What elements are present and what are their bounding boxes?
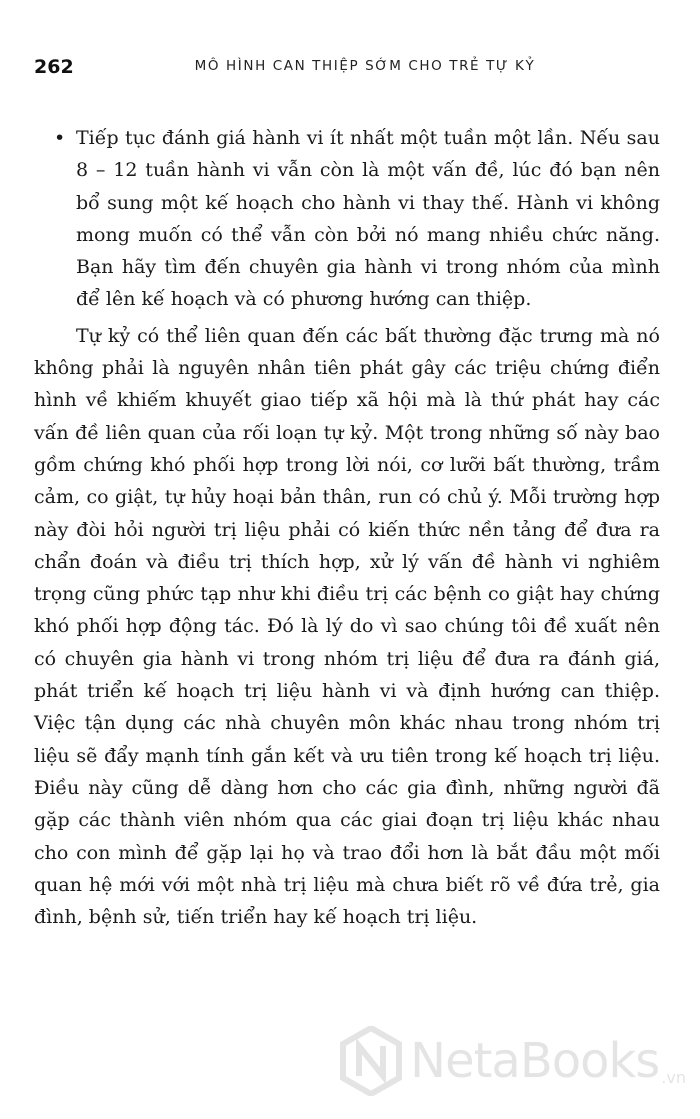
watermark	[340, 1021, 686, 1101]
body-text	[34, 122, 660, 933]
paragraph: Tự kỷ có thể liên quan đến các bất thường đặc trưng mà nó không phải là nguyên nhân tiên phát gây các triệu chứng điển hình về khiếm khuyết giao tiếp xã hội mà là thứ phát hay các vấn đề liên quan của rối loạn tự kỷ. Một trong những số này bao gồm chứng khó phối hợp trong lời nói, cơ lưỡi bất thường, trầm cảm, co giật, tự hủy hoại bản thân, run có chủ ý. Mỗi trường hợp này đòi hỏi người trị liệu phải có kiến thức nền tảng để đưa ra chẩn đoán và điều trị thích hợp, xử lý vấn đề hành vi nghiêm trọng cũng phức tạp như khi điều trị các bệnh co giật hay chứng khó phối hợp động tác. Đó là lý do vì sao chúng tôi đề xuất nên có chuyên gia hành vi trong nhóm trị liệu để đưa ra đánh giá, phát triển kế hoạch trị liệu hành vi và định hướng can thiệp. Việc tận dụng các nhà chuyên môn khác nhau trong nhóm trị liệu sẽ đẩy mạnh tính gắn kết và ưu tiên trong kế hoạch trị liệu. Điều này cũng dễ dàng hơn cho các gia đình, những người đã gặp các thành viên nhóm qua các giai đoạn trị liệu khác nhau cho con mình để gặp lại họ và trao đổi hơn là bắt đầu một mối quan hệ mới với một nhà trị liệu mà chưa biết rõ về đứa trẻ, gia đình, bệnh sử, tiến triển hay kế hoạch trị liệu.	[34, 324, 660, 929]
page-header	[34, 56, 666, 86]
page-number: 262	[34, 56, 74, 78]
running-title: MÔ HÌNH CAN THIỆP SỚM CHO TRẺ TỰ KỶ	[194, 58, 536, 74]
watermark-brand: NetaBooks	[410, 1033, 660, 1089]
bullet-dot: •	[54, 127, 66, 149]
bullet-item	[34, 122, 660, 316]
bullet-text: Tiếp tục đánh giá hành vi ít nhất một tuần một lần. Nếu sau 8 – 12 tuần hành vi vẫn còn là một vấn đề, lúc đó bạn nên bổ sung một kế hoạch cho hành vi thay thế. Hành vi không mong muốn có thể vẫn còn bởi nó mang nhiều chức năng. Bạn hãy tìm đến chuyên gia hành vi trong nhóm của mình để lên kế hoạch và có phương hướng can thiệp.	[76, 127, 660, 311]
watermark-suffix: .vn	[661, 1068, 686, 1087]
netabooks-logo-icon	[340, 1026, 402, 1096]
